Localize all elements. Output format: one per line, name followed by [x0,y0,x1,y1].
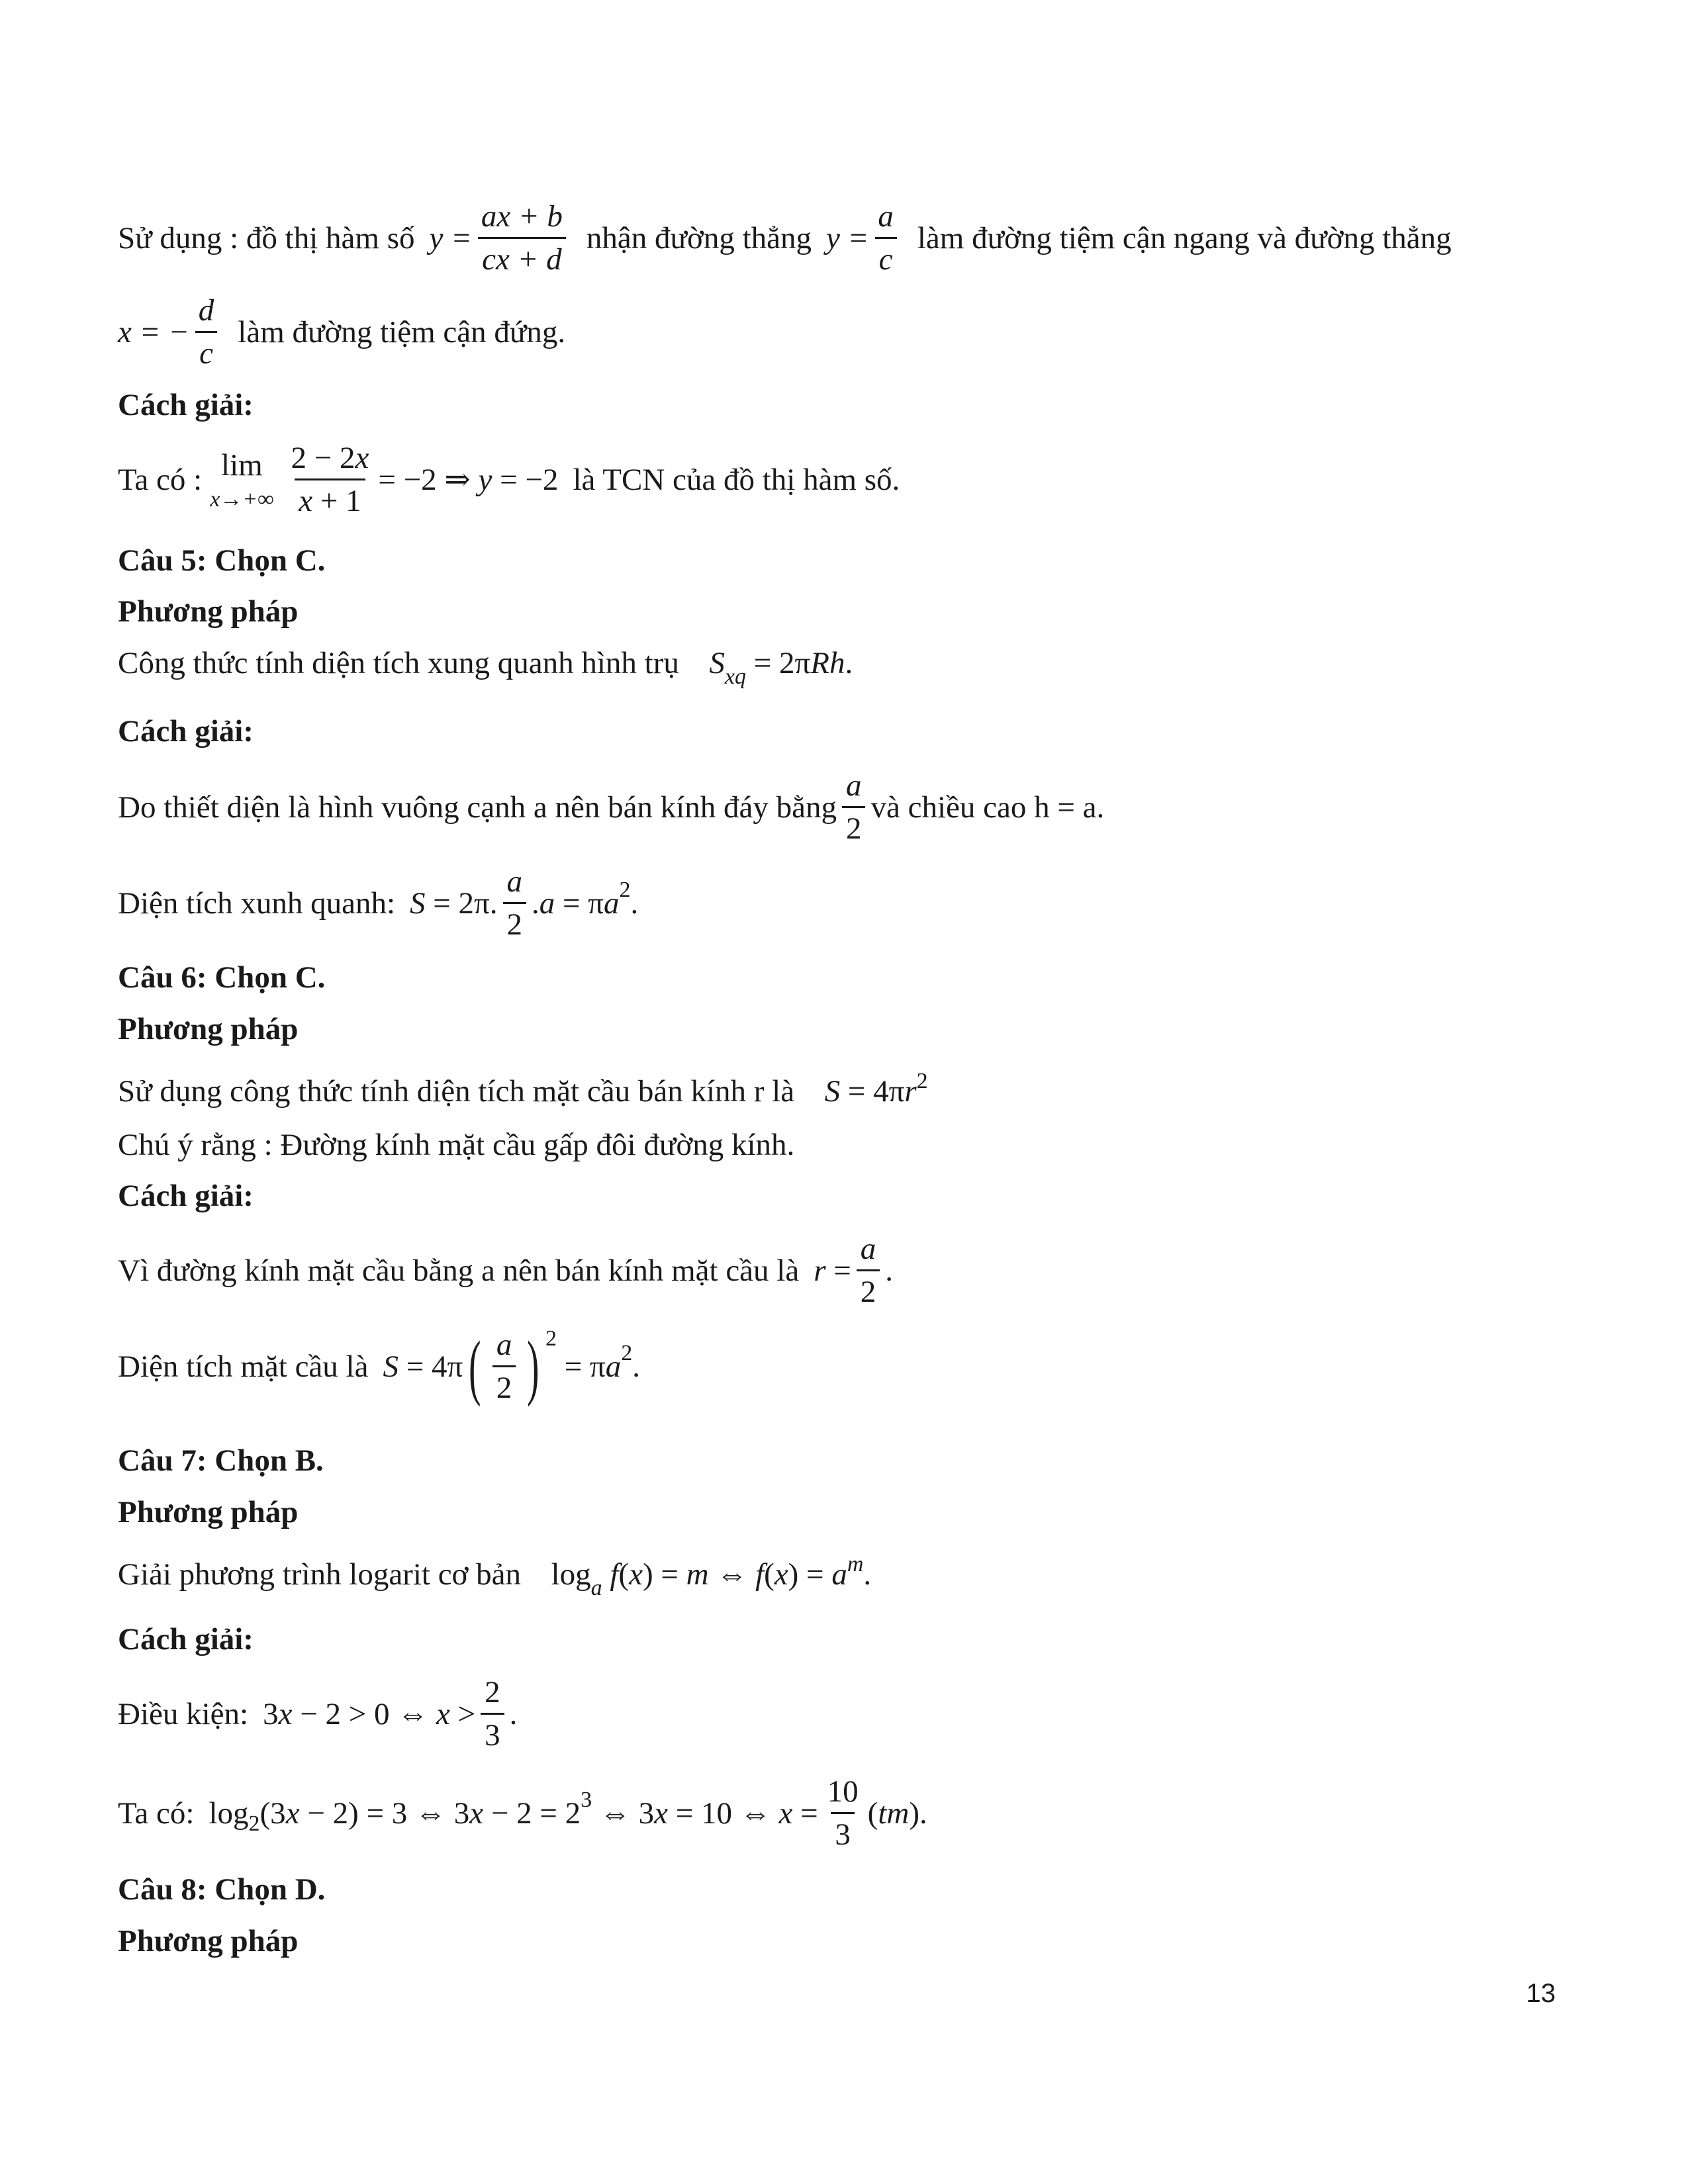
cau6-line-4: Diện tích mặt cầu là S = 4π ( $\frac{a}{2}$ ) 2 = π a 2 . [118,1326,640,1407]
fraction-axb-cxd: $\frac{ax + b}{cx + d}$ [477,199,567,277]
cau5-title: Câu 5: Chọn C. [118,543,326,578]
cau8-title: Câu 8: Chọn D. [118,1872,326,1907]
fraction-d-c: $\frac{d}{c}$ [195,293,218,371]
intro-line-2: x = − $\frac{d}{c}$ làm đường tiệm cận đứng. [118,293,566,371]
formula-hyperbola: y = [429,220,472,255]
intro-text-1a: Sử dụng : đồ thị hàm số [118,220,415,255]
intro-text-1c: làm đường tiệm cận ngang và đường thẳng [917,220,1452,255]
cau8-phuong-phap: Phương pháp [118,1924,299,1958]
page-number: 13 [1526,1979,1556,2008]
cau6-cach-giai: Cách giải: [118,1179,254,1213]
intro-text-2: làm đường tiệm cận đứng. [238,314,566,349]
cau5-formula-line: Công thức tính diện tích xung quanh hình trụ $S_{xq} = 2\pi Rh$. [118,646,853,689]
intro-text-1b: nhận đường thẳng [586,220,812,255]
cau5-cach-giai: Cách giải: [118,714,254,749]
intro-taco-tail: là TCN của đồ thị hàm số. [573,462,900,497]
cau6-line-3: Vì đường kính mặt cầu bằng a nên bán kính mặt cầu là r = $\frac{a}{2}$ . [118,1232,894,1310]
cau5-line1b: và chiều cao h = a. [870,790,1105,825]
intro-cach-giai: Cách giải: [118,388,254,422]
cau5-formula-text: Công thức tính diện tích xung quanh hình trụ [118,646,679,680]
cau5-line-2: Diện tích xunh quanh: S = 2π. $\frac{a}{2}$ . a = π a 2 . [118,864,639,942]
cau7-title: Câu 7: Chọn B. [118,1443,324,1478]
cau7-dieu-kien: Điều kiện: 3 x − 2 > 0 ⇔ x > $\frac{2}{3}$ . [118,1675,518,1753]
fraction-a-2: $\frac{a}{2}$ [842,768,866,846]
cau6-line-1: Sử dụng công thức tính diện tích mặt cầu bán kính r là $S = 4\pi r^2$ [118,1069,928,1109]
fraction-a-c: $\frac{a}{c}$ [874,199,898,277]
cau5-line2: Diện tích xunh quanh: [118,886,396,921]
cau7-cach-giai: Cách giải: [118,1622,254,1657]
intro-limit-line: Ta có : lim x→+∞ $\frac{2 - 2x}{x + 1}$ = −2 ⇒ y = −2 là TCN của đồ thị hàm số. [118,441,900,519]
cau6-phuong-phap: Phương pháp [118,1012,299,1046]
cau6-line-2: Chú ý rằng : Đường kính mặt cầu gấp đôi đường kính. [118,1128,795,1162]
cau5-line-1 [118,768,1104,846]
cau6-title: Câu 6: Chọn C. [118,960,326,995]
cau7-taco: Ta có: log 2 (3 x − 2) = 3 ⇔ 3 x − 2 = 2 3 ⇔ 3 x = 10 ⇔ x = $\frac{10}{3}$ ( tm ). [118,1774,927,1852]
cau5-phuong-phap: Phương pháp [118,594,299,629]
fraction-limit: $\frac{2 - 2x}{x + 1}$ [291,441,369,519]
intro-line-1: Sử dụng : đồ thị hàm số y = $\frac{ax + b}{cx + d}$ nhận đường thẳng y = $\frac{a}{c}$ làm đường tiệm cận ngang và đường thẳng [118,199,1452,277]
cau7-line-1: Giải phương trình logarit cơ bản $\log_a f(x) = m$ ⇔ $f(x) = a^m$. [118,1552,872,1600]
intro-taco: Ta có : [118,462,203,497]
limit-expression: lim x→+∞ [210,447,274,512]
cau7-phuong-phap: Phương pháp [118,1495,299,1529]
cau5-line1a: Do thiết diện là hình vuông cạnh a nên bán kính đáy bằng [118,790,837,825]
